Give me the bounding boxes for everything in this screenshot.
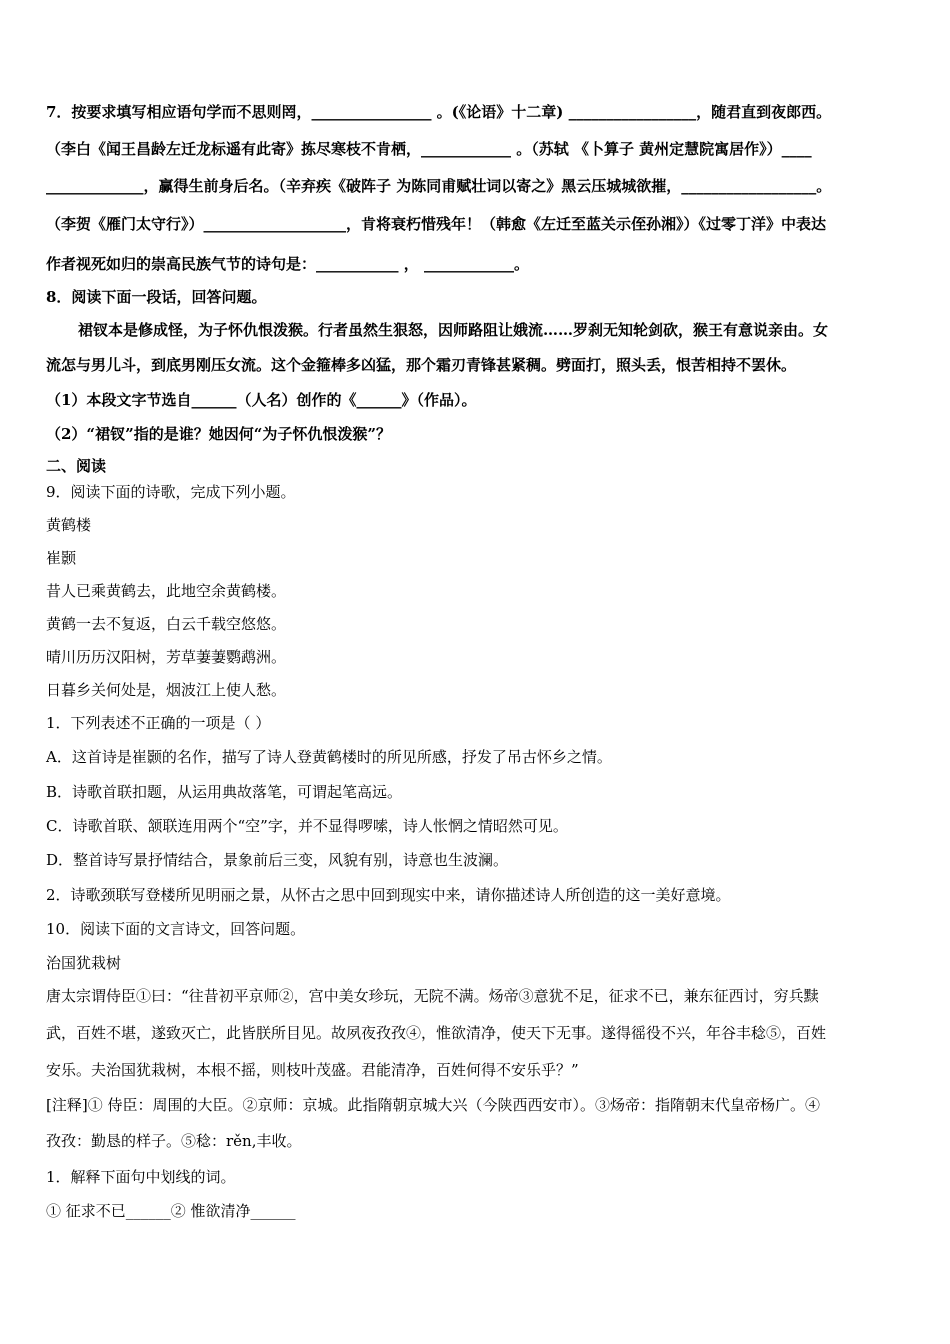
classical-text-line-2: 武，百姓不堪，遂致灭亡，此皆朕所目见。故夙夜孜孜④，惟欲清净，使天下无事。遂得徭役不兴，年谷丰稔⑤，百姓 xyxy=(46,1024,827,1042)
option-c: C．诗歌首联、颔联连用两个“空”字，并不显得啰嗦，诗人怅惘之情昭然可见。 xyxy=(46,817,568,835)
q8-passage-line-1: 裙钗本是修成怪，为子怀仇恨泼猴。行者虽然生狠怒，因师路阻让娥流……罗刹无知轮剑砍，猴王有意说亲由。女 xyxy=(78,321,829,339)
q9-stem: 9．阅读下面的诗歌，完成下列小题。 xyxy=(46,483,296,501)
q10-subquestion-1: 1．解释下面句中划线的词。 xyxy=(46,1168,236,1186)
q7-line-4: （李贺《雁门太守行》）___________________，肯将衰朽惜残年！（韩愈《左迁至蓝关示侄孙湘》）《过零丁洋》中表达 xyxy=(46,215,827,233)
poem-line: 昔人已乘黄鹤去，此地空余黄鹤楼。 xyxy=(46,582,287,600)
option-d: D．整首诗写景抒情结合，景象前后三变，风貌有别，诗意也生波澜。 xyxy=(46,851,509,869)
poem-line: 日暮乡关何处是，烟波江上使人愁。 xyxy=(46,681,287,699)
section-heading-reading: 二、阅读 xyxy=(46,457,107,475)
q10-word-items: ① 征求不已______② 惟欲清净______ xyxy=(46,1202,296,1220)
q8-stem: 8．阅读下面一段话，回答问题。 xyxy=(46,288,267,306)
q8-subquestion-2: （2）“裙钗”指的是谁？她因何“为子怀仇恨泼猴”？ xyxy=(46,425,391,443)
q7-line-5: 作者视死如归的崇高民族气节的诗句是：___________ ， ____________。 xyxy=(46,255,529,273)
q7-line-2: （李白《闻王昌龄左迁龙标遥有此寄》拣尽寒枝不肯栖，____________ 。（苏轼 《卜算子 黄州定慧院寓居作》）____ xyxy=(46,140,812,158)
q8-passage-line-2: 流怎与男儿斗，到底男刚压女流。这个金箍棒多凶猛，那个霜刃青锋甚紧稠。劈面打，照头丢，恨苦相持不罢休。 xyxy=(46,356,797,374)
option-b: B．诗歌首联扣题，从运用典故落笔，可谓起笔高远。 xyxy=(46,783,403,801)
q9-subquestion-1: 1．下列表述不正确的一项是（ ） xyxy=(46,714,271,732)
poem-line: 黄鹤一去不复返，白云千载空悠悠。 xyxy=(46,615,287,633)
q9-subquestion-2: 2．诗歌颈联写登楼所见明丽之景，从怀古之思中回到现实中来，请你描述诗人所创造的这一美好意境。 xyxy=(46,886,731,904)
classical-text-line-1: 唐太宗谓侍臣①曰：“往昔初平京师②，宫中美女珍玩，无院不满。炀帝③意犹不足，征求不已，兼东征西讨，穷兵黩 xyxy=(46,987,819,1005)
q8-subquestion-1: （1）本段文字节选自______（人名）创作的《______》（作品）。 xyxy=(46,391,477,409)
q7-line-1: 7．按要求填写相应语句学而不思则罔，________________ 。(《论语》十二章) _________________，随君直到夜郎西。 xyxy=(46,103,832,121)
q10-stem: 10．阅读下面的文言诗文，回答问题。 xyxy=(46,920,306,938)
poem-title: 黄鹤楼 xyxy=(46,516,92,534)
classical-text-line-3: 安乐。夫治国犹栽树，本根不摇，则枝叶茂盛。君能清净，百姓何得不安乐乎？” xyxy=(46,1061,579,1079)
poem-line: 晴川历历汉阳树，芳草萋萋鹦鹉洲。 xyxy=(46,648,287,666)
poem-author: 崔颢 xyxy=(46,549,77,567)
annotation-line-1: [注释]① 侍臣：周围的大臣。②京师：京城。此指隋朝京城大兴（今陕西西安市）。③炀帝：指隋朝末代皇帝杨广。④ xyxy=(46,1096,820,1114)
option-a: A．这首诗是崔颢的名作，描写了诗人登黄鹤楼时的所见所感，抒发了吊古怀乡之情。 xyxy=(46,748,612,766)
annotation-line-2: 孜孜：勤恳的样子。⑤稔：rěn,丰收。 xyxy=(46,1132,302,1150)
q7-line-3: _____________，赢得生前身后名。（辛弃疾《破阵子 为陈同甫赋壮词以寄之》黑云压城城欲摧，__________________。 xyxy=(46,177,832,195)
classical-text-title: 治国犹栽树 xyxy=(46,954,122,972)
